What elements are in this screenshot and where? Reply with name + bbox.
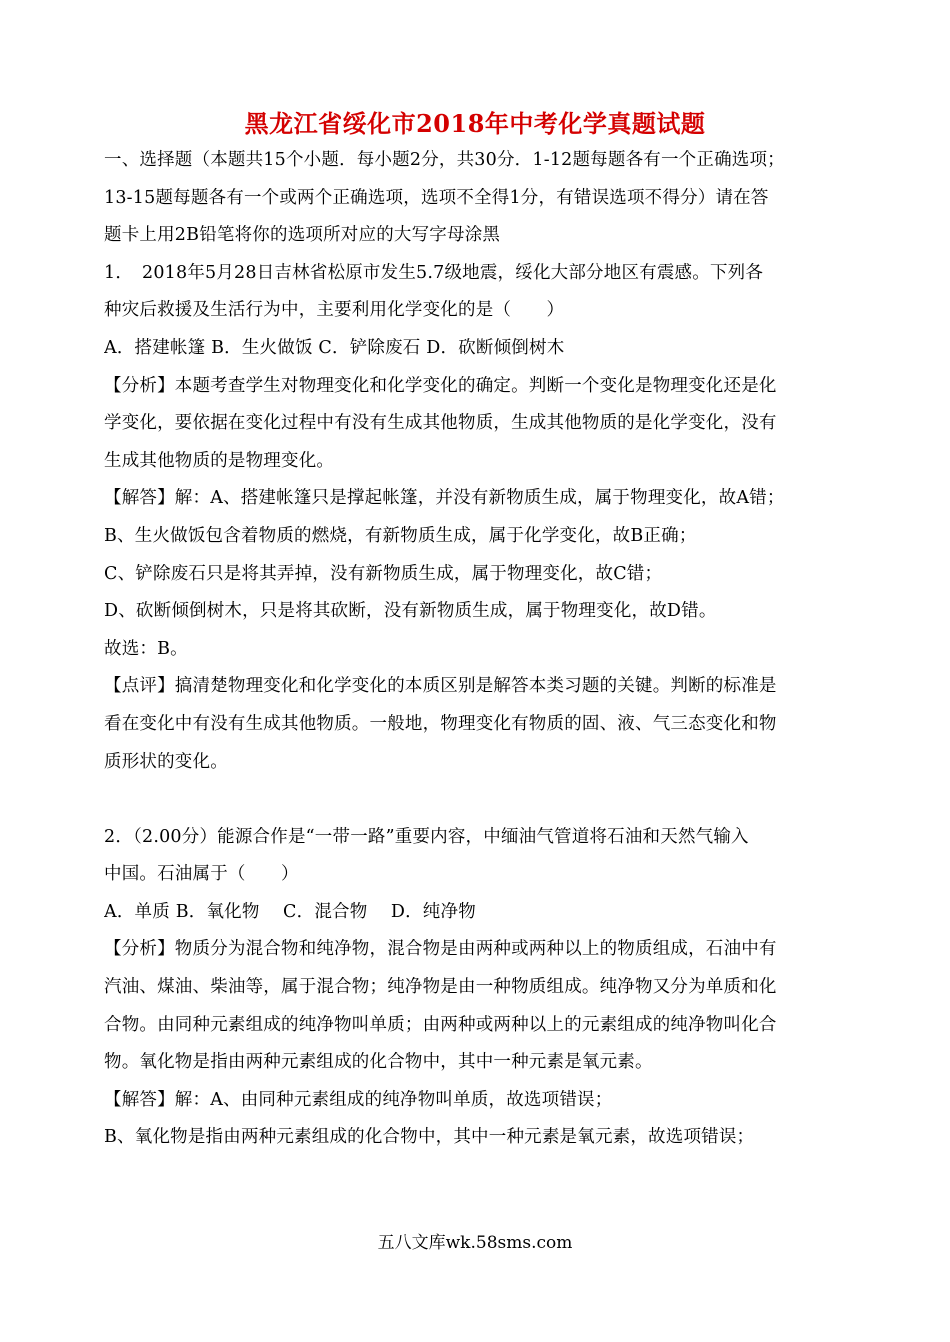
question-stem-line: 中国。石油属于（ ） xyxy=(104,864,299,885)
question-stem-line: 种灾后救援及生活行为中，主要利用化学变化的是（ ） xyxy=(104,300,565,321)
analysis-line: 学变化，要依据在变化过程中有没有生成其他物质，生成其他物质的是化学变化，没有 xyxy=(104,413,777,434)
document-body xyxy=(104,142,849,1157)
answer-line: 【解答】解：A、由同种元素组成的纯净物叫单质，故选项错误； xyxy=(104,1089,613,1110)
answer-line: B、氧化物是指由两种元素组成的化合物中，其中一种元素是氧元素，故选项错误； xyxy=(104,1127,755,1148)
answer-line: C、铲除废石只是将其弄掉，没有新物质生成，属于物理变化，故C错； xyxy=(104,563,663,584)
analysis-line: 生成其他物质的是物理变化。 xyxy=(104,450,335,471)
comment-line: 看在变化中有没有生成其他物质。一般地，物理变化有物质的固、液、气三态变化和物 xyxy=(104,713,777,734)
text-line: 一、选择题（本题共15个小题．每小题2分，共30分．1-12题每题各有一个正确选项； xyxy=(104,150,785,170)
section-intro xyxy=(104,142,849,255)
text-line: 13-15题每题各有一个或两个正确选项，选项不全得1分，有错误选项不得分）请在答 xyxy=(104,187,769,208)
question-stem-line: 2．（2.00分）能源合作是“一带一路”重要内容，中缅油气管道将石油和天然气输入 xyxy=(104,826,749,847)
text-line: 题卡上用2B铅笔将你的选项所对应的大写字母涂黑 xyxy=(104,225,501,246)
answer-line: B、生火做饭包含着物质的燃烧，有新物质生成，属于化学变化，故B正确； xyxy=(104,525,697,546)
question-1 xyxy=(104,255,849,781)
page-title: 黑龙江省绥化市2018年中考化学真题试题 xyxy=(244,109,706,138)
analysis-line: 物。氧化物是指由两种元素组成的化合物中，其中一种元素是氧元素。 xyxy=(104,1052,653,1073)
question-stem-line: 1． 2018年5月28日吉林省松原市发生5.7级地震，绥化大部分地区有震感。下列各 xyxy=(104,262,764,283)
question-options: A．单质 B．氧化物 C．混合物 D．纯净物 xyxy=(104,901,476,922)
analysis-line: 【分析】本题考查学生对物理变化和化学变化的确定。判断一个变化是物理变化还是化 xyxy=(104,375,777,396)
answer-line: 故选：B。 xyxy=(104,638,188,659)
analysis-line: 汽油、煤油、柴油等，属于混合物；纯净物是由一种物质组成。纯净物又分为单质和化 xyxy=(104,977,777,998)
question-2 xyxy=(104,819,849,1157)
answer-line: 【解答】解：A、搭建帐篷只是撑起帐篷，并没有新物质生成，属于物理变化，故A错； xyxy=(104,488,785,509)
page-footer: 五八文库wk.58sms.com xyxy=(377,1233,573,1253)
analysis-line: 合物。由同种元素组成的纯净物叫单质；由两种或两种以上的元素组成的纯净物叫化合 xyxy=(104,1014,777,1035)
answer-line: D、砍断倾倒树木，只是将其砍断，没有新物质生成，属于物理变化，故D错。 xyxy=(104,601,717,622)
blank-line xyxy=(104,781,849,819)
question-options: A．搭建帐篷 B．生火做饭 C．铲除废石 D．砍断倾倒树木 xyxy=(104,337,565,358)
comment-line: 【点评】搞清楚物理变化和化学变化的本质区别是解答本类习题的关键。判断的标准是 xyxy=(104,676,777,697)
analysis-line: 【分析】物质分为混合物和纯净物，混合物是由两种或两种以上的物质组成，石油中有 xyxy=(104,939,777,960)
comment-line: 质形状的变化。 xyxy=(104,751,228,772)
